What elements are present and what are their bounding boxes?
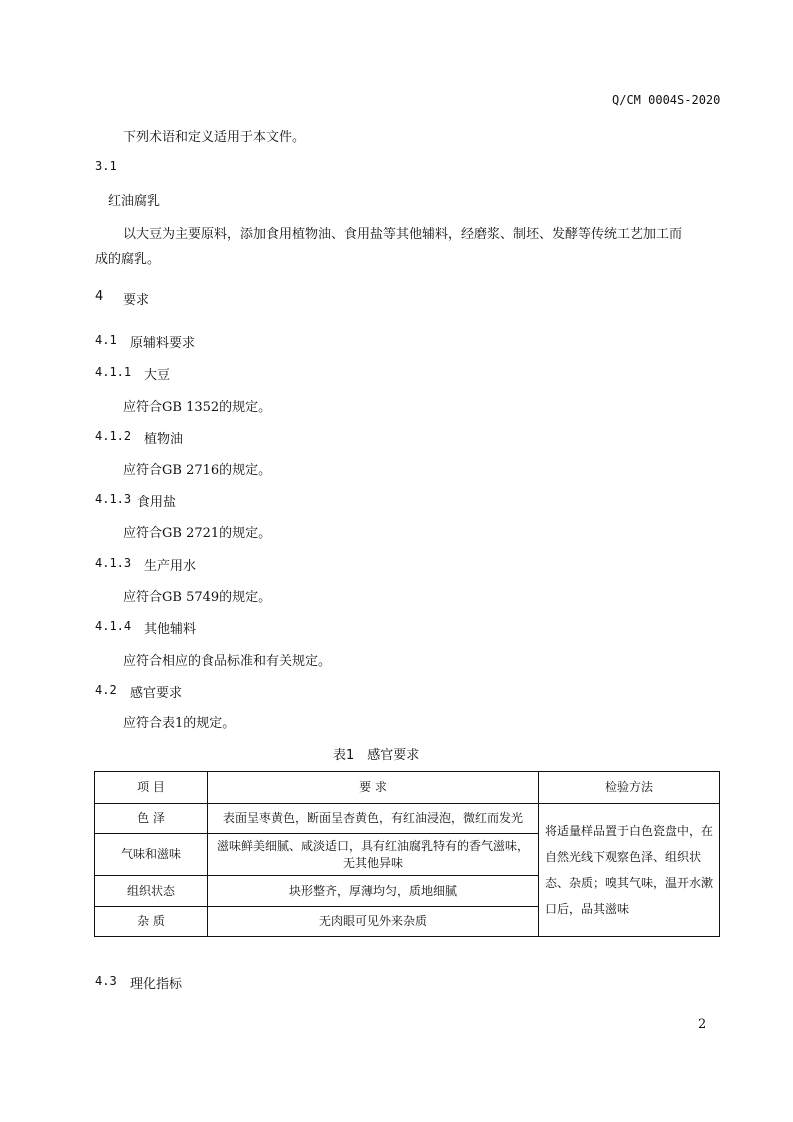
clause-number: 4.1.4 bbox=[95, 619, 132, 633]
term-definition-line2: 成的腐乳。 bbox=[95, 252, 161, 267]
section-4-3-title: 理化指标 bbox=[130, 977, 183, 992]
inspection-method bbox=[539, 804, 720, 937]
term-number: 3.1 bbox=[95, 159, 117, 173]
section-4-1-title: 原辅料要求 bbox=[130, 336, 196, 351]
clause-title: 其他辅料 bbox=[144, 622, 197, 637]
row-requirement: 无肉眼可见外来杂质 bbox=[208, 907, 539, 937]
method-line: 口后，品其滋味 bbox=[545, 902, 630, 916]
row-requirement-line2: 无其他异味 bbox=[342, 855, 403, 870]
row-item: 组织状态 bbox=[95, 876, 208, 907]
clause-number: 4.1.3 bbox=[95, 556, 132, 570]
section-4-3-number: 4.3 bbox=[95, 974, 117, 988]
clause-title: 食用盐 bbox=[137, 495, 177, 510]
section-4-2-title: 感官要求 bbox=[130, 686, 183, 701]
row-requirement bbox=[208, 834, 539, 876]
clause-text: 应符合GB 5749的规定。 bbox=[123, 590, 272, 605]
term-definition-line1: 以大豆为主要原料，添加食用植物油、食用盐等其他辅料，经磨浆、制坯、发酵等传统工艺加工而 bbox=[123, 227, 683, 242]
method-line: 自然光线下观察色泽、组织状 bbox=[545, 850, 702, 864]
page-number: 2 bbox=[698, 1017, 707, 1032]
row-item: 杂 质 bbox=[95, 907, 208, 937]
clause-text: 应符合GB 2716的规定。 bbox=[123, 463, 272, 478]
clause-number: 4.1.1 bbox=[95, 365, 132, 379]
method-line: 将适量样品置于白色瓷盘中，在 bbox=[545, 824, 714, 838]
clause-title: 大豆 bbox=[144, 368, 171, 383]
clause-title: 植物油 bbox=[144, 432, 184, 447]
section-4-1-number: 4.1 bbox=[95, 333, 117, 347]
table-header-requirement: 要 求 bbox=[208, 772, 539, 804]
table-row bbox=[95, 804, 720, 834]
section-4-2-text: 应符合表1的规定。 bbox=[123, 716, 236, 731]
row-item: 气味和滋味 bbox=[95, 834, 208, 876]
term-name: 红油腐乳 bbox=[108, 194, 161, 209]
clause-text: 应符合GB 1352的规定。 bbox=[123, 400, 272, 415]
row-requirement-line1: 滋味鲜美细腻、咸淡适口，具有红油腐乳特有的香气滋味， bbox=[216, 838, 529, 853]
intro-text: 下列术语和定义适用于本文件。 bbox=[123, 130, 306, 145]
table-header-method: 检验方法 bbox=[539, 772, 720, 804]
row-requirement: 表面呈枣黄色，断面呈杏黄色，有红油浸泡，微红而发光 bbox=[208, 804, 539, 834]
section-4-title: 要求 bbox=[123, 293, 150, 308]
section-4-number: 4 bbox=[95, 289, 104, 304]
section-4-2-number: 4.2 bbox=[95, 683, 117, 697]
table-header-item: 项 目 bbox=[95, 772, 208, 804]
document-code: Q/CM 0004S-2020 bbox=[612, 93, 721, 107]
clause-number: 4.1.3 bbox=[95, 492, 132, 506]
row-requirement: 块形整齐，厚薄均匀，质地细腻 bbox=[208, 876, 539, 907]
clause-text: 应符合GB 2721的规定。 bbox=[123, 526, 272, 541]
table-caption: 表1 感官要求 bbox=[333, 748, 420, 763]
row-item: 色 泽 bbox=[95, 804, 208, 834]
clause-title: 生产用水 bbox=[144, 559, 197, 574]
table-header-row bbox=[95, 772, 720, 804]
clause-number: 4.1.2 bbox=[95, 429, 132, 443]
method-line: 态、杂质；嗅其气味，温开水漱 bbox=[545, 876, 714, 890]
sensory-requirements-table bbox=[94, 771, 720, 937]
clause-text: 应符合相应的食品标准和有关规定。 bbox=[123, 654, 332, 669]
